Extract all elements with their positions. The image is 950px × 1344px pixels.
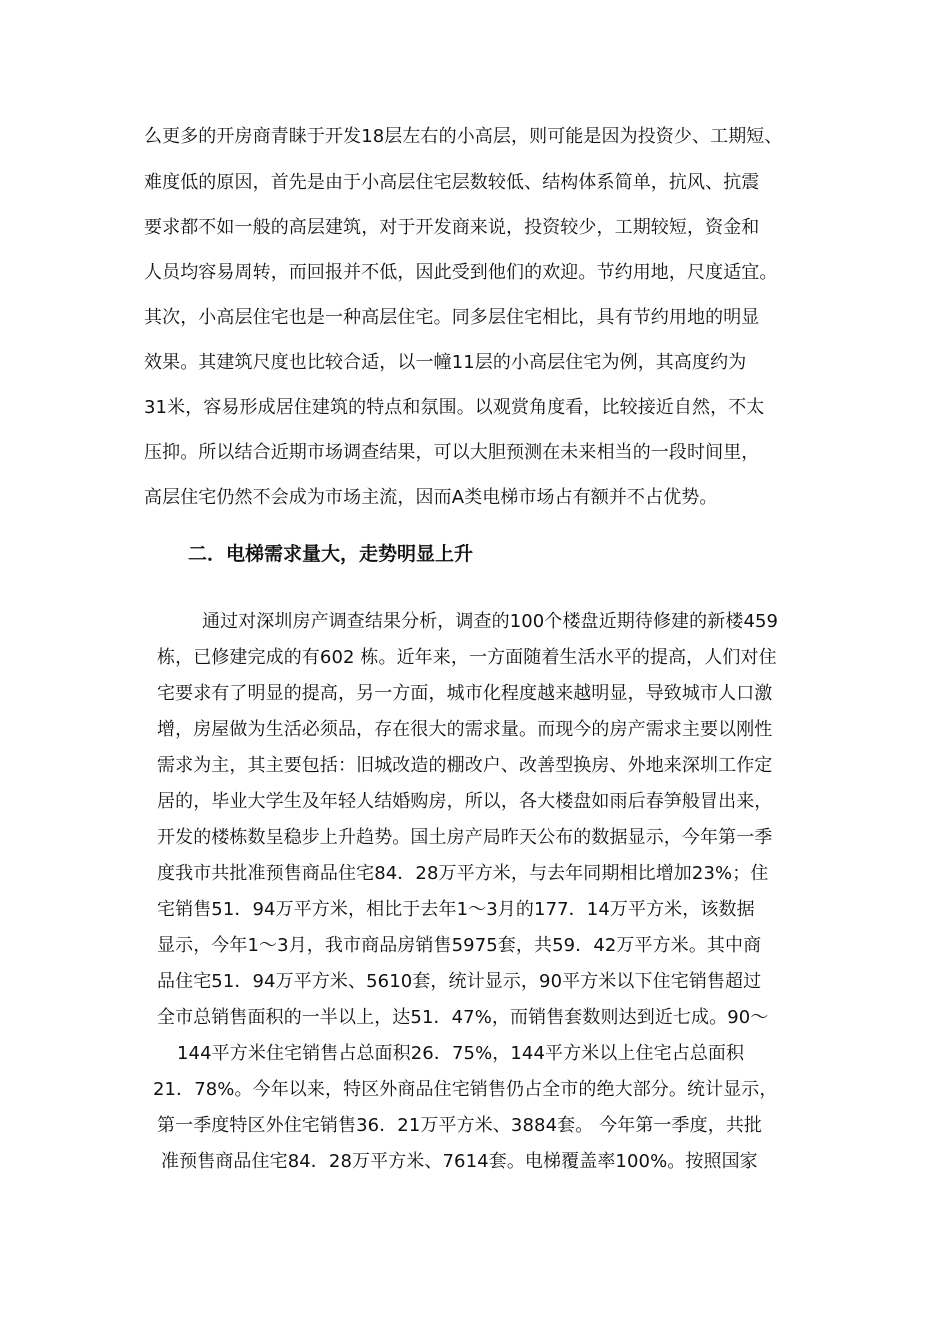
text-line: 难度低的原因，首先是由于小高层住宅层数较低、结构体系简单，抗风、抗震 — [144, 172, 760, 193]
text-line: 通过对深圳房产调查结果分析，调查的100个楼盘近期待修建的新楼459 — [202, 611, 779, 632]
text-line: 居的，毕业大学生及年轻人结婚购房，所以，各大楼盘如雨后春笋般冒出来， — [157, 791, 773, 812]
text-line: 宅销售51．94万平方米，相比于去年1～3月的177．14万平方米，该数据 — [157, 899, 755, 920]
text-line: 高层住宅仍然不会成为市场主流，因而A类电梯市场占有额并不占优势。 — [144, 487, 718, 508]
text-line: 显示，今年1～3月，我市商品房销售5975套，共59．42万平方米。其中商 — [157, 935, 762, 956]
text-line: 31米，容易形成居住建筑的特点和氛围。以观赏角度看，比较接近自然，不太 — [144, 397, 765, 418]
text-line: 品住宅51．94万平方米、5610套，统计显示，90平方米以下住宅销售超过 — [157, 971, 762, 992]
text-line: 效果。其建筑尺度也比较合适，以一幢11层的小高层住宅为例，其高度约为 — [144, 352, 747, 373]
text-line: 宅要求有了明显的提高，另一方面，城市化程度越来越明显，导致城市人口激 — [157, 683, 773, 704]
text-line: 准预售商品住宅84．28万平方米、7614套。电梯覆盖率100%。按照国家 — [161, 1151, 758, 1172]
text-line: 144平方米住宅销售占总面积26．75%，144平方米以上住宅占总面积 — [177, 1043, 745, 1064]
text-line: 需求为主，其主要包括：旧城改造的棚改户、改善型换房、外地来深圳工作定 — [157, 755, 773, 776]
text-line: 人员均容易周转，而回报并不低，因此受到他们的欢迎。节约用地，尺度适宜。 — [144, 262, 778, 283]
text-line: 开发的楼栋数呈稳步上升趋势。国土房产局昨天公布的数据显示，今年第一季 — [157, 827, 773, 848]
text-line: 么更多的开房商青睐于开发18层左右的小高层，则可能是因为投资少、工期短、 — [144, 126, 783, 147]
text-line: 度我市共批准预售商品住宅84．28万平方米，与去年同期相比增加23%；住 — [157, 863, 769, 884]
text-line: 压抑。所以结合近期市场调查结果，可以大胆预测在未来相当的一段时间里， — [144, 442, 760, 463]
text-line: 要求都不如一般的高层建筑，对于开发商来说，投资较少，工期较短，资金和 — [144, 217, 760, 238]
text-line: 第一季度特区外住宅销售36．21万平方米、3884套。 今年第一季度，共批 — [157, 1115, 763, 1136]
text-line: 增，房屋做为生活必须品，存在很大的需求量。而现今的房产需求主要以刚性 — [157, 719, 773, 740]
text-line: 全市总销售面积的一半以上，达51．47%，而销售套数则达到近七成。90～ — [157, 1007, 769, 1028]
section-heading: 二．电梯需求量大，走势明显上升 — [188, 543, 474, 565]
text-line: 其次，小高层住宅也是一种高层住宅。同多层住宅相比，具有节约用地的明显 — [144, 307, 760, 328]
text-line: 21．78%。今年以来，特区外商品住宅销售仍占全市的绝大部分。统计显示， — [153, 1079, 778, 1100]
text-line: 栋，已修建完成的有602 栋。近年来，一方面随着生活水平的提高，人们对住 — [157, 647, 777, 668]
